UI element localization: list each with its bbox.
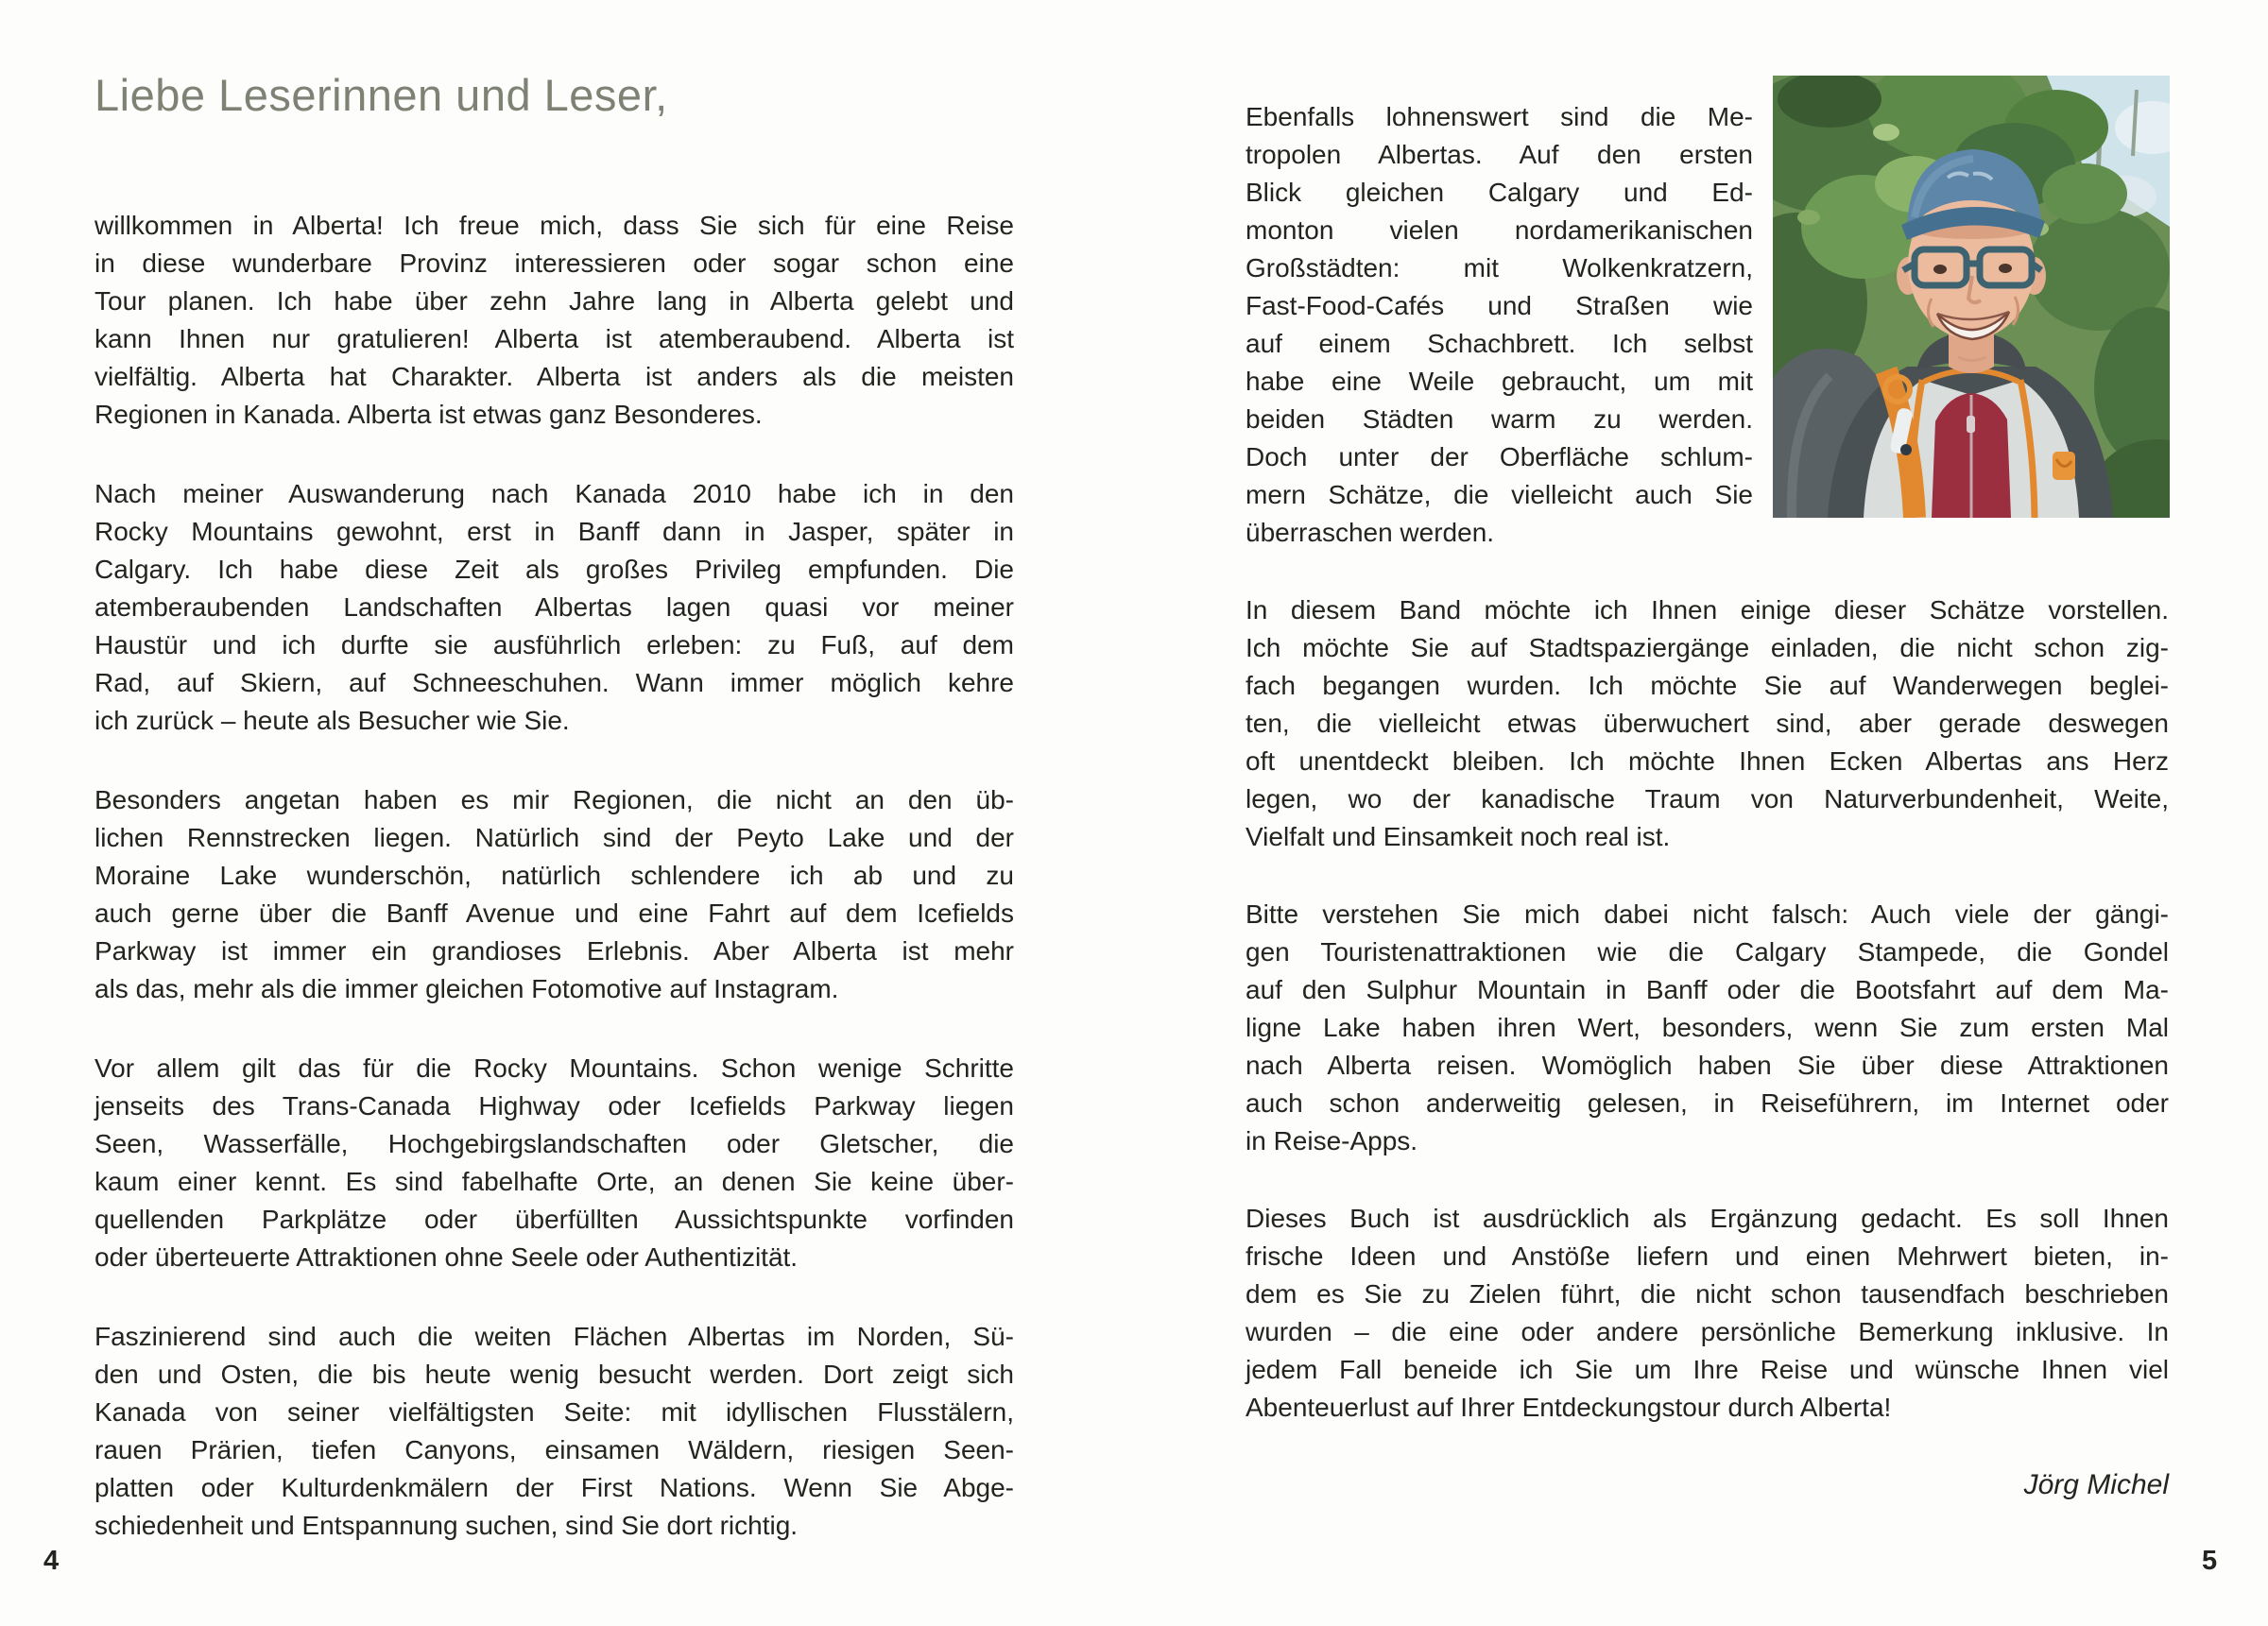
text-line: Regionen in Kanada. Alberta ist etwas ganz Besonderes. xyxy=(94,400,763,429)
text-line: Haustür und ich durfte sie ausführlich erleben: zu Fuß, auf dem xyxy=(94,630,1014,659)
text-line: Faszinierend sind auch die weiten Flächen Albertas im Norden, Sü- xyxy=(94,1322,1014,1351)
author-signature: Jörg Michel xyxy=(2023,1469,2169,1500)
paragraph xyxy=(94,1318,1014,1545)
page-number-right: 5 xyxy=(2202,1546,2218,1576)
text-line: als das, mehr als die immer gleichen Fotomotive auf Instagram. xyxy=(94,974,839,1003)
text-line: Vielfalt und Einsamkeit noch real ist. xyxy=(1246,822,1671,851)
text-line: vielfältig. Alberta hat Charakter. Alberta ist anders als die meisten xyxy=(94,362,1014,391)
text-line: ligne Lake haben ihren Wert, besonders, wenn Sie zum ersten Mal xyxy=(1246,1013,2169,1042)
text-line: legen, wo der kanadische Traum von Naturverbundenheit, Weite, xyxy=(1246,784,2169,813)
paragraph xyxy=(94,781,1014,1008)
text-line: kann Ihnen nur gratulieren! Alberta ist atemberaubend. Alberta ist xyxy=(94,324,1014,353)
text-line: Parkway ist immer ein grandioses Erlebnis. Aber Alberta ist mehr xyxy=(94,936,1014,966)
text-line: jenseits des Trans-Canada Highway oder Icefields Parkway liegen xyxy=(94,1091,1014,1121)
text-line: fach begangen wurden. Ich möchte Sie auf Wanderwegen beglei- xyxy=(1246,671,2169,700)
text-line: tropolen Albertas. Auf den ersten xyxy=(1246,140,1753,169)
text-line: Großstädten: mit Wolkenkratzern, xyxy=(1246,253,1753,282)
text-line: jedem Fall beneide ich Sie um Ihre Reise und wünsche Ihnen viel xyxy=(1246,1355,2169,1384)
text-line: schiedenheit und Entspannung suchen, sind Sie dort richtig. xyxy=(94,1511,799,1540)
text-line: ten, die vielleicht etwas überwuchert sind, aber gerade deswegen xyxy=(1246,709,2169,738)
text-line: auf einem Schachbrett. Ich selbst xyxy=(1246,329,1753,358)
text-line: Ich möchte Sie auf Stadtspaziergänge einladen, die nicht schon zig- xyxy=(1246,633,2169,662)
page-number-left: 4 xyxy=(43,1546,60,1576)
text-line: frische Ideen und Anstöße liefern und einen Mehrwert bieten, in- xyxy=(1246,1241,2169,1271)
text-line: atemberaubenden Landschaften Albertas lagen quasi vor meiner xyxy=(94,592,1014,622)
text-line: Blick gleichen Calgary und Ed- xyxy=(1246,178,1753,207)
text-line: gen Touristenattraktionen wie die Calgary Stampede, die Gondel xyxy=(1246,937,2169,967)
text-line: Doch unter der Oberfläche schlum- xyxy=(1246,442,1753,471)
text-line: mern Schätze, die vielleicht auch Sie xyxy=(1246,480,1753,509)
text-line: Bitte verstehen Sie mich dabei nicht falsch: Auch viele der gängi- xyxy=(1246,899,2169,929)
text-line: habe eine Weile gebraucht, um mit xyxy=(1246,367,1753,396)
text-line: überraschen werden. xyxy=(1246,518,1495,547)
text-line: Rad, auf Skiern, auf Schneeschuhen. Wann immer möglich kehre xyxy=(94,668,1014,697)
paragraph xyxy=(1246,1200,2169,1427)
text-line: Ebenfalls lohnenswert sind die Me- xyxy=(1246,102,1753,131)
text-line: oft unentdeckt bleiben. Ich möchte Ihnen Ecken Albertas ans Herz xyxy=(1246,746,2169,776)
paragraph xyxy=(1246,591,2169,856)
text-line: Dieses Buch ist ausdrücklich als Ergänzung gedacht. Es soll Ihnen xyxy=(1246,1204,2169,1233)
text-line: auf den Sulphur Mountain in Banff oder die Bootsfahrt auf dem Ma- xyxy=(1246,975,2169,1004)
text-line: den und Osten, die bis heute wenig besucht werden. Dort zeigt sich xyxy=(94,1360,1014,1389)
text-line: Calgary. Ich habe diese Zeit als großes Privileg empfunden. Die xyxy=(94,555,1014,584)
text-line: wurden – die eine oder andere persönliche Bemerkung inklusive. In xyxy=(1246,1317,2169,1346)
text-line: kaum einer kennt. Es sind fabelhafte Orte, an denen Sie keine über- xyxy=(94,1167,1014,1196)
paragraph xyxy=(94,1050,1014,1276)
paragraph xyxy=(94,207,1014,434)
text-line: monton vielen nordamerikanischen xyxy=(1246,215,1753,245)
paragraph xyxy=(1246,98,1753,552)
text-line: Moraine Lake wunderschön, natürlich schlendere ich ab und zu xyxy=(94,861,1014,890)
text-line: ich zurück – heute als Besucher wie Sie. xyxy=(94,706,570,735)
right-text-column xyxy=(1246,98,2169,1504)
text-line: Fast-Food-Cafés und Straßen wie xyxy=(1246,291,1753,320)
text-line: quellenden Parkplätze oder überfüllten Aussichtspunkte vorfinden xyxy=(94,1205,1014,1234)
left-text-column xyxy=(94,207,1014,1586)
paragraph xyxy=(94,475,1014,740)
text-line: In diesem Band möchte ich Ihnen einige dieser Schätze vorstellen. xyxy=(1246,595,2169,625)
paragraph xyxy=(1246,896,2169,1160)
text-line: lichen Rennstrecken liegen. Natürlich sind der Peyto Lake und der xyxy=(94,823,1014,852)
text-line: Tour planen. Ich habe über zehn Jahre lang in Alberta gelebt und xyxy=(94,286,1014,316)
text-line: Abenteuerlust auf Ihrer Entdeckungstour durch Alberta! xyxy=(1246,1393,1892,1422)
text-line: willkommen in Alberta! Ich freue mich, dass Sie sich für eine Reise xyxy=(94,211,1014,240)
text-line: rauen Prärien, tiefen Canyons, einsamen Wäldern, riesigen Seen- xyxy=(94,1435,1014,1464)
text-line: Seen, Wasserfälle, Hochgebirgslandschaften oder Gletscher, die xyxy=(94,1129,1014,1158)
text-line: oder überteuerte Attraktionen ohne Seele oder Authentizität. xyxy=(94,1242,799,1272)
text-line: auch gerne über die Banff Avenue und eine Fahrt auf dem Icefields xyxy=(94,899,1014,928)
page-title: Liebe Leserinnen und Leser, xyxy=(94,70,668,120)
text-line: Kanada von seiner vielfältigsten Seite: mit idyllischen Flusstälern, xyxy=(94,1397,1014,1427)
text-line: Besonders angetan haben es mir Regionen, die nicht an den üb- xyxy=(94,785,1014,814)
text-line: Nach meiner Auswanderung nach Kanada 2010 habe ich in den xyxy=(94,479,1014,508)
text-line: in Reise-Apps. xyxy=(1246,1126,1418,1155)
text-line: Vor allem gilt das für die Rocky Mountains. Schon wenige Schritte xyxy=(94,1053,1014,1083)
text-line: beiden Städten warm zu werden. xyxy=(1246,404,1753,434)
text-line: Rocky Mountains gewohnt, erst in Banff dann in Jasper, später in xyxy=(94,517,1014,546)
text-line: in diese wunderbare Provinz interessieren oder sogar schon eine xyxy=(94,248,1014,278)
text-line: nach Alberta reisen. Womöglich haben Sie über diese Attraktionen xyxy=(1246,1051,2169,1080)
text-line: dem es Sie zu Zielen führt, die nicht schon tausendfach beschrieben xyxy=(1246,1279,2169,1309)
text-line: platten oder Kulturdenkmälern der First Nations. Wenn Sie Abge- xyxy=(94,1473,1014,1502)
text-line: auch schon anderweitig gelesen, in Reiseführern, im Internet oder xyxy=(1246,1088,2169,1118)
